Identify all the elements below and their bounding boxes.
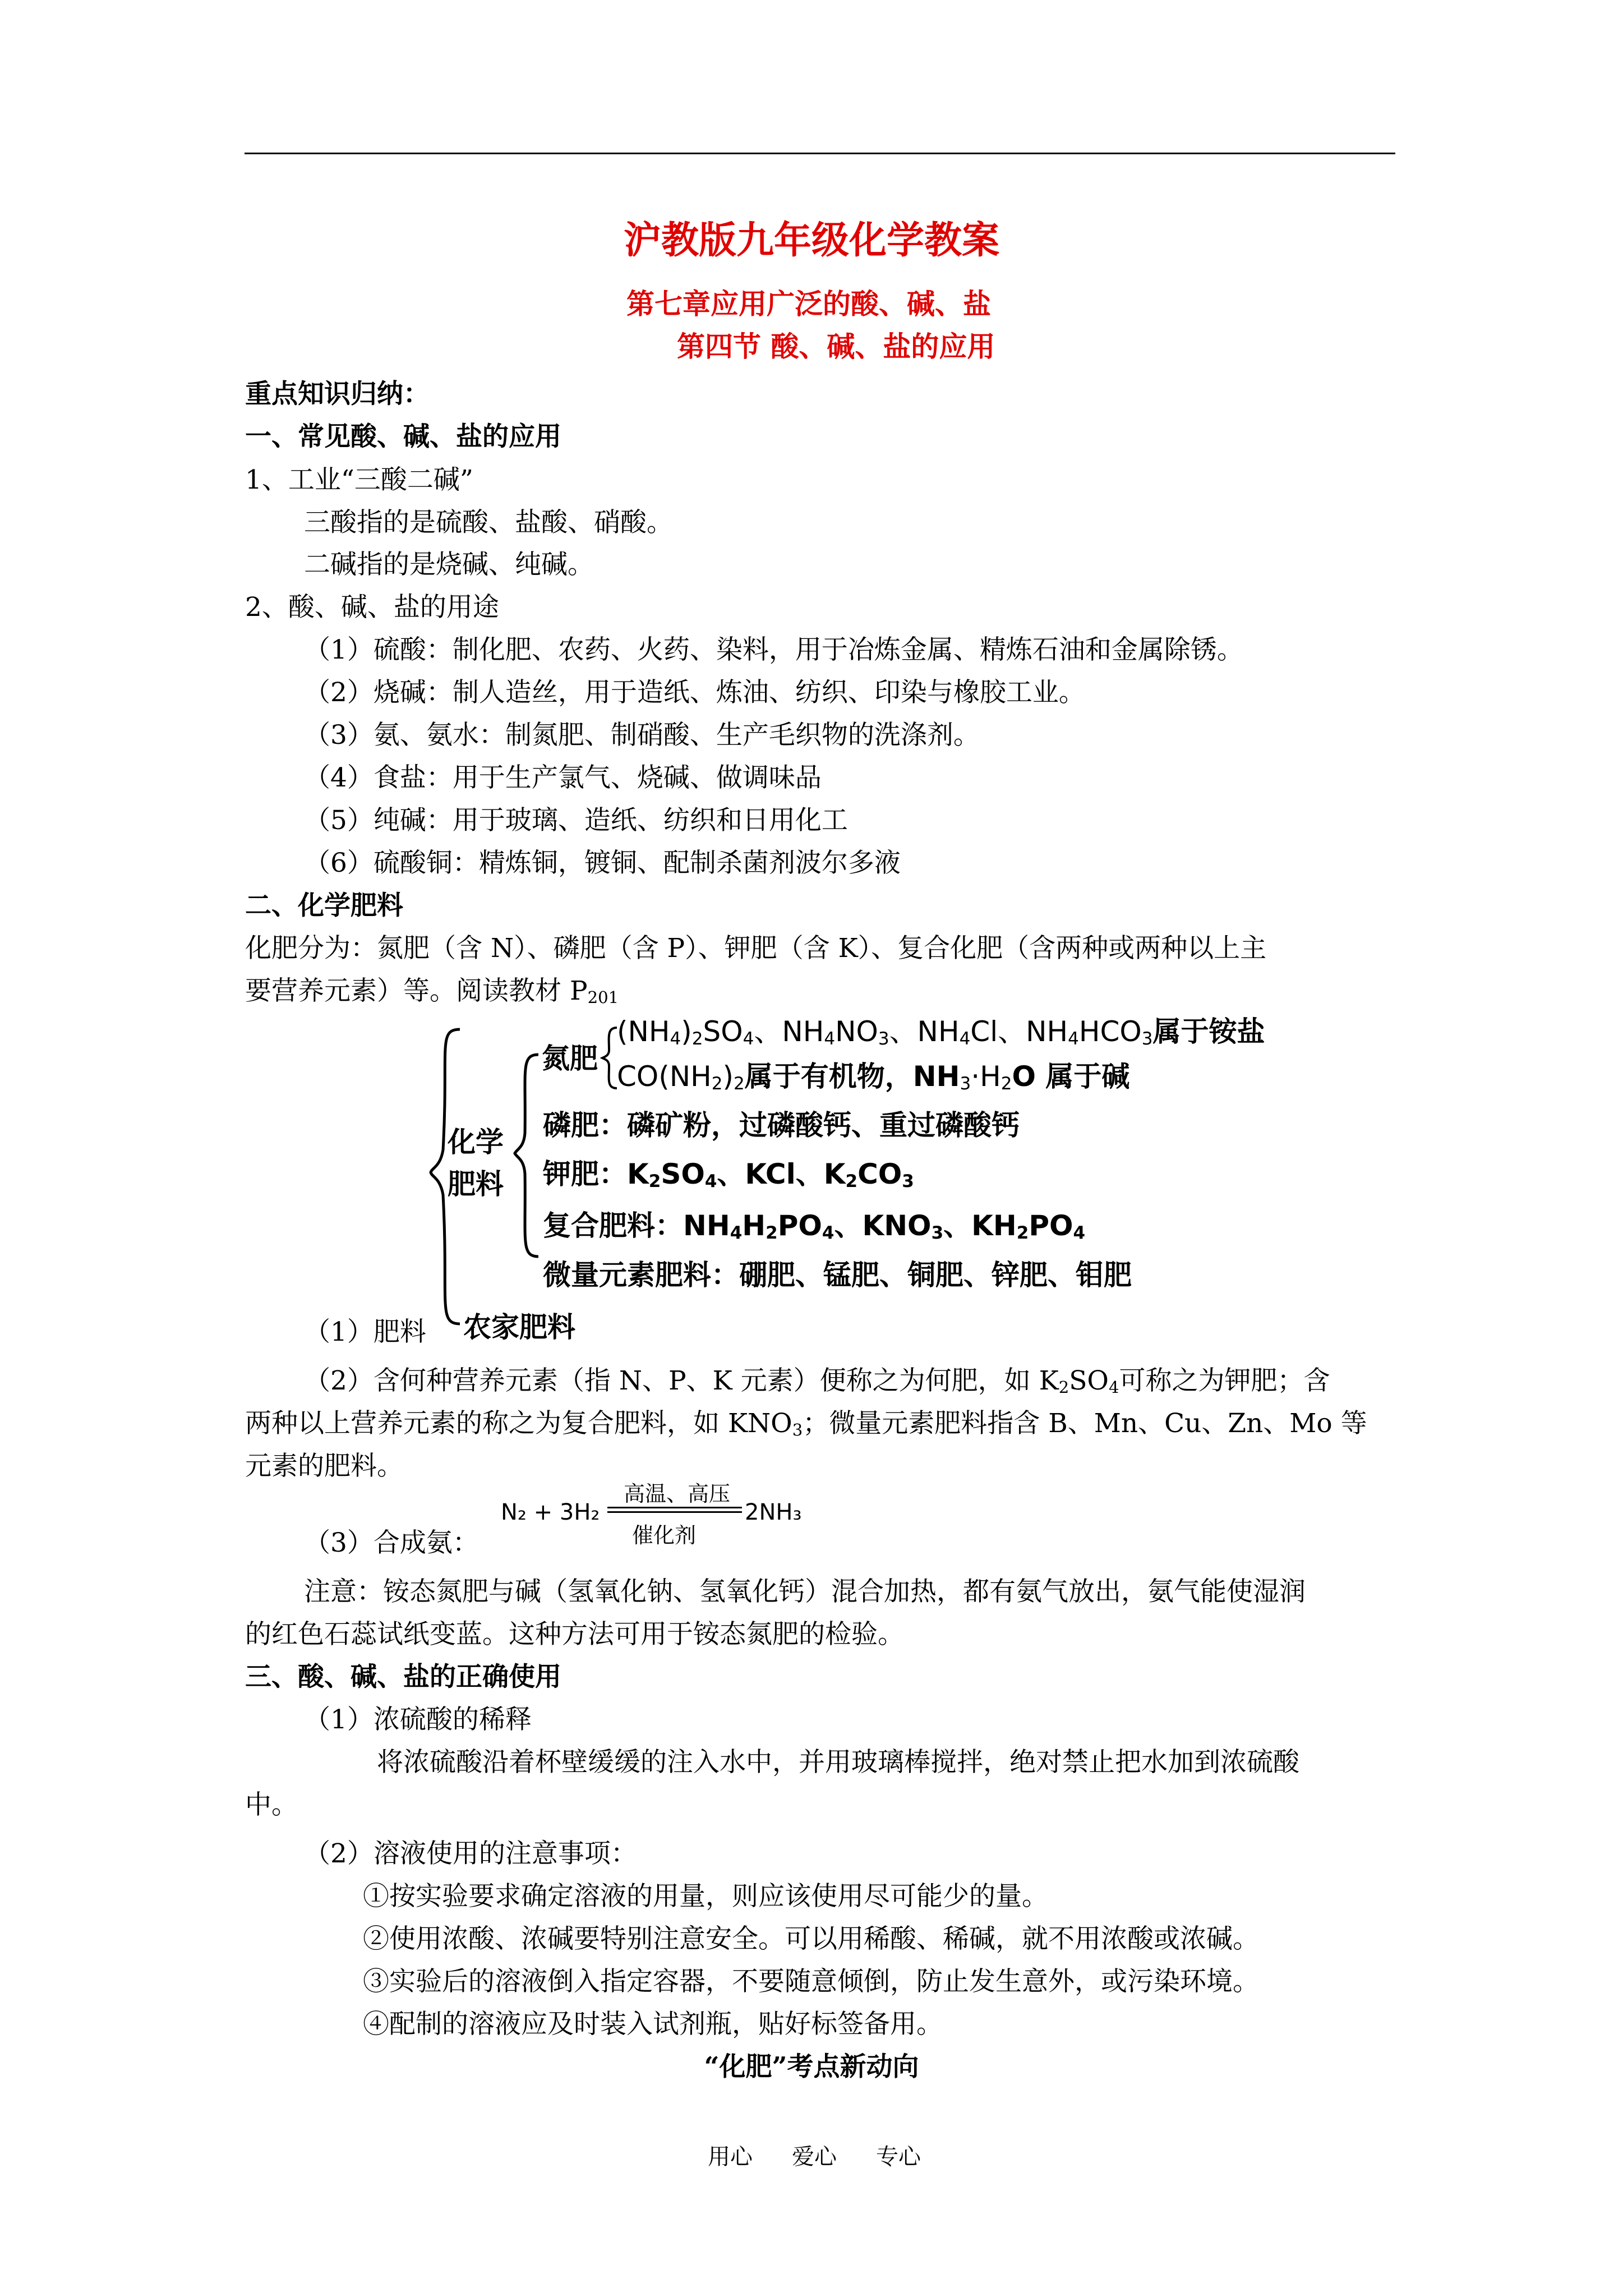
equation-left: N₂ + 3H₂ <box>501 1499 600 1525</box>
ammonia-synthesis-label: （3）合成氨： <box>304 1527 479 1558</box>
phosphorus-line: 磷肥：磷矿粉，过磷酸钙、重过磷酸钙 <box>543 1109 1020 1142</box>
equation-line-1 <box>607 1507 742 1508</box>
use-item: （3）氨、氨水：制氮肥、制硝酸、生产毛织物的洗涤剂。 <box>304 720 980 751</box>
note-line2: 的红色石蕊试纸变蓝。这种方法可用于铵态氮肥的检验。 <box>245 1619 904 1650</box>
use-item: （5）纯碱：用于玻璃、造纸、纺织和日用化工 <box>304 805 848 836</box>
three-acids-line: 三酸指的是硫酸、盐酸、硝酸。 <box>304 507 673 538</box>
chapter-title: 第七章应用广泛的酸、碱、盐 <box>626 287 991 320</box>
part1-heading: 一、常见酸、碱、盐的应用 <box>245 421 561 452</box>
dilution-line1: 将浓硫酸沿着杯壁缓缓的注入水中，并用玻璃棒搅拌，绝对禁止把水加到浓硫酸 <box>377 1747 1299 1778</box>
part3-heading: 三、酸、碱、盐的正确使用 <box>245 1662 561 1692</box>
solution-note-item: ①按实验要求确定溶液的用量，则应该使用尽可能少的量。 <box>363 1881 1048 1912</box>
next-section-heading: “化肥”考点新动向 <box>704 2051 919 2082</box>
solution-note-item: ④配制的溶液应及时装入试剂瓶，贴好标签备用。 <box>363 2009 943 2040</box>
solution-note-item: ③实验后的溶液倒入指定容器，不要随意倾倒，防止发生意外，或污染环境。 <box>363 1966 1259 1997</box>
fertilizer-note-2-line2: 两种以上营养元素的称之为复合肥料，如 $KNO_3$；微量元素肥料指含 B、Mn、Cu、Zn、Mo 等 <box>245 1408 1367 1439</box>
compound-line: 复合肥料：$NH_4H_2PO_4$、$KNO_3$、$KH_2PO_4$ <box>543 1209 1086 1244</box>
fertilizer-note-1: （1）肥料 <box>304 1317 426 1347</box>
equation-right: 2NH₃ <box>745 1499 802 1525</box>
fertilizer-intro-line2: 要营养元素）等。阅读教材 $P_{201}$ <box>245 976 619 1007</box>
potassium-line: 钾肥：$K_2SO_4$、KCl、$K_2CO_3$ <box>543 1158 914 1192</box>
nitrogen-label: 氮肥 <box>542 1042 598 1075</box>
nitrogen-organic-line: $CO(NH_2)_2$属于有机物，$NH_3\cdot H_2O$ 属于碱 <box>617 1060 1130 1094</box>
diagram-root-line1: 化学 <box>448 1126 504 1158</box>
summary-heading: 重点知识归纳： <box>245 379 430 409</box>
use-item: （6）硫酸铜：精炼铜，镀铜、配制杀菌剂波尔多液 <box>304 848 901 878</box>
diagram-root-line2: 肥料 <box>448 1168 504 1200</box>
dilution-line2: 中。 <box>245 1789 298 1820</box>
two-bases-line: 二碱指的是烧碱、纯碱。 <box>304 549 594 580</box>
equation-condition-top: 高温、高压 <box>624 1481 731 1506</box>
nitrogen-ammonium-line: $(NH_4)_2SO_4$、$NH_4NO_3$、$NH_4Cl$、$NH_4HCO_3$属于铵盐 <box>617 1015 1265 1050</box>
solution-notes-title: （2）溶液使用的注意事项： <box>304 1838 637 1869</box>
use-item: （1）硫酸：制化肥、农药、火药、染料，用于冶炼金属、精炼石油和金属除锈。 <box>304 634 1243 665</box>
industry-acids-title: 1、工业“三酸二碱” <box>245 464 473 495</box>
note-line1: 注意：铵态氮肥与碱（氢氧化钠、氢氧化钙）混合加热，都有氨气放出，氨气能使湿润 <box>304 1576 1306 1607</box>
fertilizer-note-2-line3: 元素的肥料。 <box>245 1451 403 1481</box>
use-item: （4）食盐：用于生产氯气、烧碱、做调味品 <box>304 762 822 793</box>
solution-note-item: ②使用浓酸、浓碱要特别注意安全。可以用稀酸、稀碱，就不用浓酸或浓碱。 <box>363 1924 1259 1954</box>
fertilizer-intro-line1: 化肥分为：氮肥（含 N）、磷肥（含 P）、钾肥（含 K）、复合化肥（含两种或两种以上主 <box>245 933 1267 964</box>
footer-text-2: 爱心 <box>792 2144 837 2170</box>
use-item: （2）烧碱：制人造丝，用于造纸、炼油、纺织、印染与橡胶工业。 <box>304 677 1085 708</box>
fertilizer-note-2-line1: （2）含何种营养元素（指 N、P、K 元素）便称之为何肥，如 $K_2SO_4$可称之为钾肥；含 <box>304 1365 1330 1397</box>
equation-line-2 <box>607 1511 742 1513</box>
footer-text-1: 用心 <box>708 2144 753 2170</box>
footer-text-3: 专心 <box>876 2144 921 2170</box>
micro-nutrient-line: 微量元素肥料：硼肥、锰肥、铜肥、锌肥、钼肥 <box>543 1259 1132 1291</box>
farm-fertilizer: 农家肥料 <box>463 1311 575 1343</box>
part2-heading: 二、化学肥料 <box>245 890 403 921</box>
header-rule <box>245 153 1395 154</box>
uses-title: 2、酸、碱、盐的用途 <box>245 592 499 623</box>
dilution-title: （1）浓硫酸的稀释 <box>304 1704 532 1735</box>
section-title: 第四节 酸、碱、盐的应用 <box>677 330 995 363</box>
equation-condition-bottom: 催化剂 <box>632 1523 697 1548</box>
page-title: 沪教版九年级化学教案 <box>624 218 999 262</box>
